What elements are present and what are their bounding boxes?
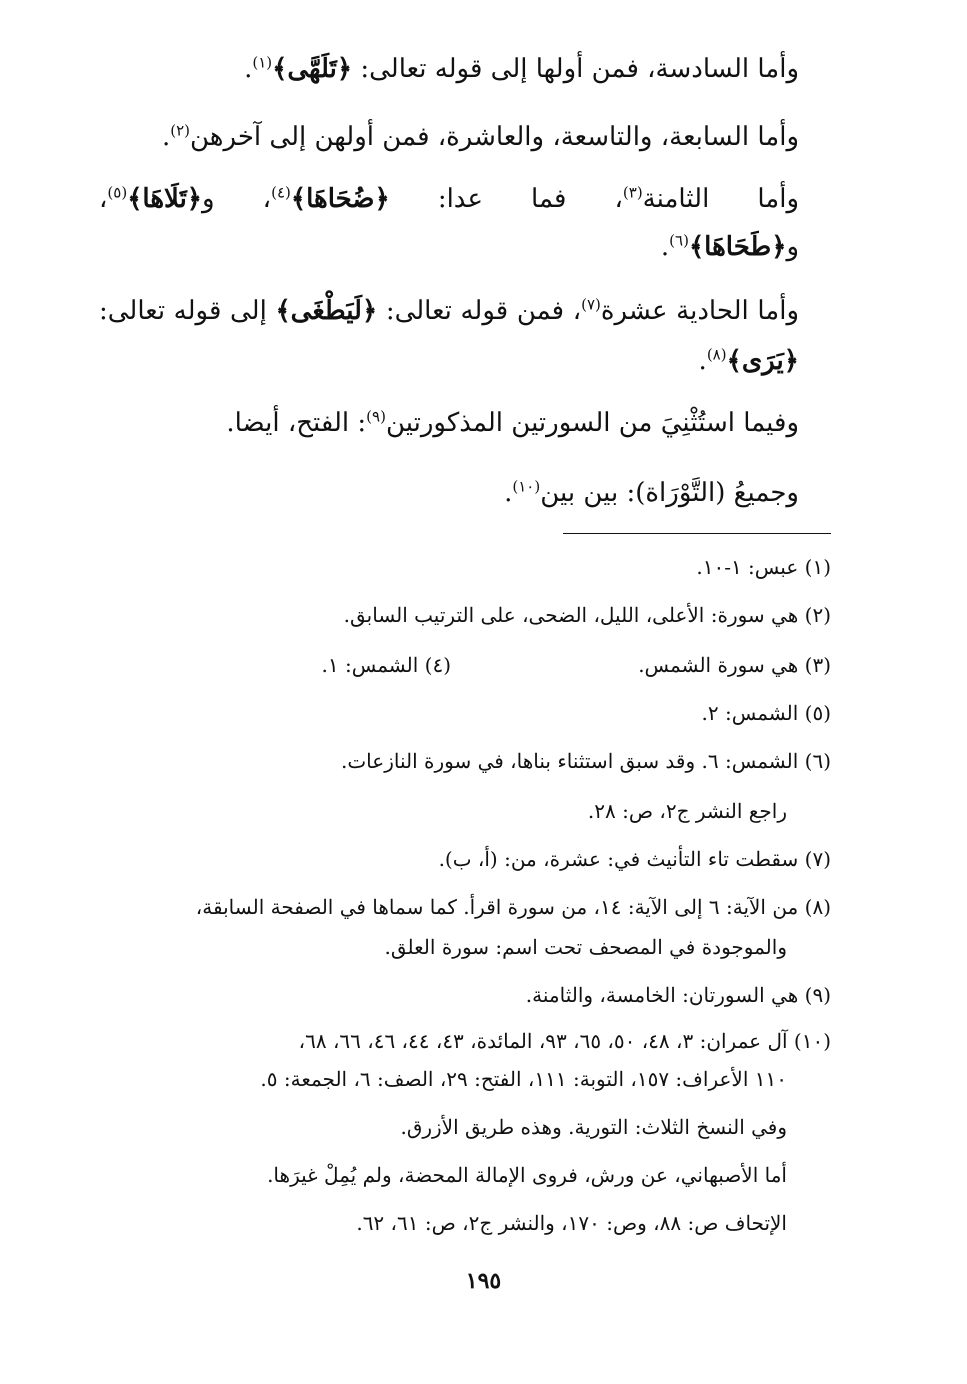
footnote-9: (٩) هي السورتان: الخامسة، والثامنة.	[525, 983, 831, 1007]
footnote-ref: (٣)	[622, 183, 643, 202]
footnote-ref: (٢)	[170, 121, 191, 140]
page-number: ١٩٥	[465, 1268, 502, 1294]
footnote-10-line-3: وفي النسخ الثلاث: التورية. وهذه طريق الأزرق.	[400, 1115, 787, 1139]
main-line-2: وأما السابعة، والتاسعة، والعاشرة، فمن أولهن إلى آخرهن$^{(٢)}$.	[161, 121, 799, 152]
footnote-6: (٦) الشمس: ٦. وقد سبق استثناء بناها، في سورة النازعات.	[341, 749, 831, 773]
footnote-10: (١٠) آل عمران: ٣، ٤٨، ٥٠، ٦٥، ٩٣، المائدة، ٤٣، ٤٤، ٤٦، ٦٦، ٦٨،	[298, 1029, 831, 1053]
main-line-7: وفيما استُثْنِيَ من السورتين المذكورتين$^{(٩)}$: الفتح، أيضا.	[226, 407, 799, 438]
footnote-ref: (٥)	[107, 183, 128, 202]
footnote-4: (٤) الشمس: ١.	[321, 653, 451, 677]
footnote-ref: (٧)	[581, 295, 601, 314]
quran-word: ﴿طَحَاهَا﴾	[688, 232, 787, 262]
footnote-ref: (٩)	[366, 407, 386, 426]
footnote-separator	[563, 533, 831, 534]
quran-word: ﴿يَرَى﴾	[726, 346, 799, 376]
main-line-6: ﴿يَرَى﴾$^{(٨)}$.	[698, 345, 799, 376]
footnote-10-line-5: الإتحاف ص: ٨٨، وص: ١٧٠، والنشر ج٢، ص: ٦١، ٦٢.	[356, 1211, 787, 1235]
footnote-6-continued: راجع النشر ج٢، ص: ٢٨.	[587, 799, 787, 823]
footnote-ref: (٦)	[669, 231, 689, 250]
main-line-5: وأما الحادية عشرة$^{(٧)}$، فمن قوله تعالى: ﴿لَيَطْغَى﴾ إلى قوله تعالى:	[99, 295, 800, 326]
footnote-ref: (٤)	[271, 183, 291, 202]
quran-word: ﴿تَلَاهَا﴾	[127, 184, 203, 214]
footnote-5: (٥) الشمس: ٢.	[701, 701, 831, 725]
footnote-7: (٧) سقطت تاء التأنيث في: عشرة، من: (أ، ب).	[438, 847, 831, 871]
quran-word: ﴿تَلَهَّى﴾	[272, 54, 353, 84]
footnote-row-3-4	[111, 650, 831, 680]
main-line-4: و﴿طَحَاهَا﴾$^{(٦)}$.	[660, 231, 799, 262]
footnote-ref: (١٠)	[512, 477, 541, 496]
main-line-1: وأما السادسة، فمن أولها إلى قوله تعالى: ﴿تَلَهَّى﴾$^{(١)}$.	[244, 53, 799, 84]
main-line-8: وجميعُ (التَّوْرَاة): بين بين$^{(١٠)}$.	[504, 477, 799, 508]
footnote-10-line-4: أما الأصبهاني، عن ورش، فروى الإمالة المحضة، ولم يُمِلْ غيرَها.	[267, 1163, 787, 1187]
footnote-ref: (١)	[252, 53, 273, 72]
footnote-10-line-2: ١١٠ الأعراف: ١٥٧، التوبة: ١١١، الفتح: ٢٩، الصف: ٦، الجمعة: ٥.	[260, 1067, 787, 1091]
main-line-3: وأما الثامنة$^{(٣)}$، فما عدا: ﴿ضُحَاهَا﴾$^{(٤)}$، و﴿تَلَاهَا﴾$^{(٥)}$،	[99, 183, 799, 214]
footnote-8-continued: والموجودة في المصحف تحت اسم: سورة العلق.	[384, 935, 787, 959]
footnote-8: (٨) من الآية: ٦ إلى الآية: ١٤، من سورة اقرأ. كما سماها في الصفحة السابقة،	[195, 895, 831, 919]
footnote-3: (٣) هي سورة الشمس.	[638, 653, 831, 677]
footnote-ref: (٨)	[706, 345, 727, 364]
quran-word: ﴿لَيَطْغَى﴾	[275, 296, 378, 326]
quran-word: ﴿ضُحَاهَا﴾	[290, 184, 390, 214]
footnote-1: (١) عبس: ١-١٠.	[696, 555, 831, 579]
footnote-2: (٢) هي سورة: الأعلى، الليل، الضحى، على الترتيب السابق.	[343, 603, 831, 627]
